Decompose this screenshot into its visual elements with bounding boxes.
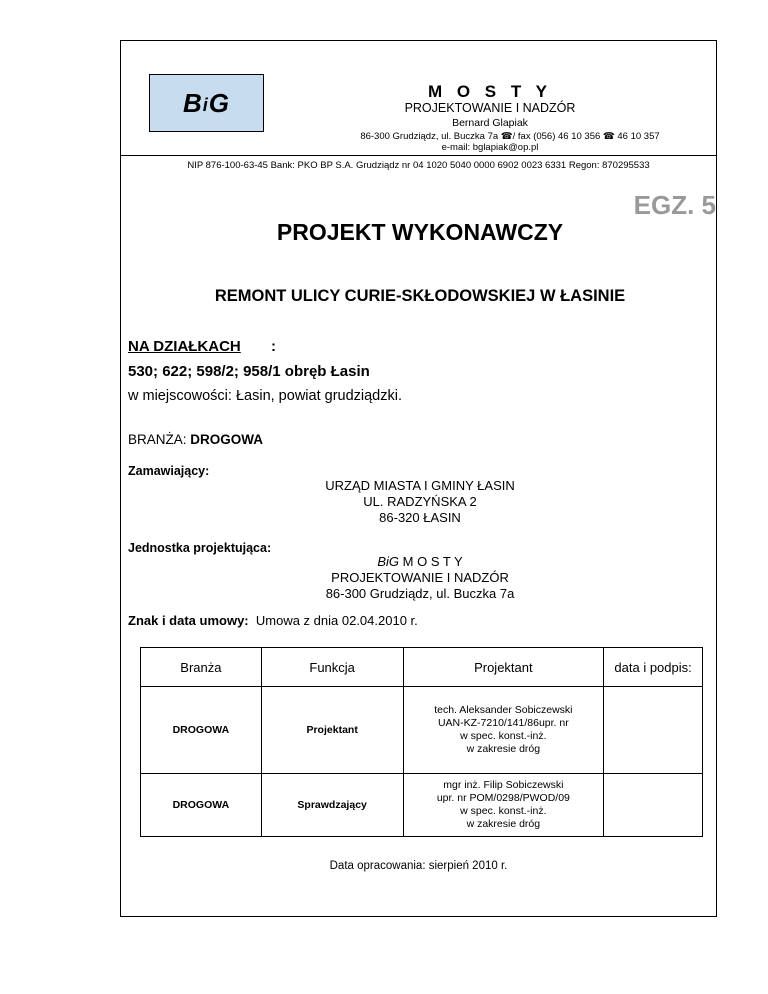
company-logo: BiG <box>149 74 264 132</box>
row-signature <box>604 774 703 837</box>
plot-numbers: 530; 622; 598/2; 958/1 obręb Łasin <box>128 363 370 380</box>
col-header-branch: Branża <box>141 648 262 687</box>
company-title: M O S T Y <box>427 82 553 101</box>
plots-label-colon: : <box>271 338 276 355</box>
contract-line <box>128 613 418 628</box>
row-signature <box>604 687 703 774</box>
design-unit-label: Jednostka projektująca: <box>128 541 272 555</box>
client-label: Zamawiający: <box>128 464 210 478</box>
client-name: URZĄD MIASTA I GMINY ŁASIN <box>325 478 515 493</box>
row-branch: DROGOWA <box>141 774 262 837</box>
client-street: UL. RADZYŃSKA 2 <box>363 494 477 509</box>
contract-value: Umowa z dnia 02.04.2010 r. <box>255 613 418 628</box>
col-header-signature: data i podpis: <box>604 648 703 687</box>
design-unit-subtitle: PROJEKTOWANIE I NADZÓR <box>331 570 509 585</box>
document-title: PROJEKT WYKONAWCZY <box>276 219 564 245</box>
row-function: Projektant <box>261 687 403 774</box>
client-details <box>280 478 560 526</box>
table-row <box>141 774 703 837</box>
branch-value: DROGOWA <box>190 432 264 447</box>
table-row <box>141 687 703 774</box>
branch-label: BRANŻA: <box>128 432 191 447</box>
project-subject: REMONT ULICY CURIE-SKŁODOWSKIEJ W ŁASINIE <box>214 287 626 305</box>
design-unit-name: BiG M O S T Y <box>377 554 463 569</box>
signature-table <box>140 647 703 837</box>
client-city: 86-320 ŁASIN <box>379 510 461 525</box>
contract-label: Znak i data umowy: <box>128 613 249 628</box>
header-divider <box>121 155 716 156</box>
branch-line <box>128 432 263 447</box>
company-registration-line: NIP 876-100-63-45 Bank: PKO BP S.A. Grudziądz nr 04 1020 5040 0000 6902 0023 6331 Regon: 870295533 <box>187 160 650 171</box>
preparation-date: Data opracowania: sierpień 2010 r. <box>329 860 508 872</box>
company-address: 86-300 Grudziądz, ul. Buczka 7a ☎/ fax (056) 46 10 356 ☎ 46 10 357 <box>360 131 660 142</box>
row-function: Sprawdzający <box>261 774 403 837</box>
row-branch: DROGOWA <box>141 687 262 774</box>
col-header-function: Funkcja <box>261 648 403 687</box>
col-header-designer: Projektant <box>403 648 604 687</box>
company-owner: Bernard Glapiak <box>452 117 528 129</box>
design-unit-details <box>290 554 550 602</box>
company-email: e-mail: bglapiak@op.pl <box>441 142 539 153</box>
design-unit-address: 86-300 Grudziądz, ul. Buczka 7a <box>325 586 515 601</box>
row-designer: mgr inż. Filip Sobiczewski upr. nr POM/0298/PWOD/09 w spec. konst.-inż. w zakresie dróg <box>403 774 604 837</box>
company-subtitle: PROJEKTOWANIE I NADZÓR <box>404 101 576 115</box>
copy-number: EGZ. 5 <box>633 190 716 220</box>
location: w miejscowości: Łasin, powiat grudziądzki. <box>128 388 402 404</box>
row-designer: tech. Aleksander Sobiczewski UAN-KZ-7210/141/86upr. nr w spec. konst.-inż. w zakresie dróg <box>403 687 604 774</box>
plots-label: NA DZIAŁKACH <box>128 338 241 355</box>
table-header-row <box>141 648 703 687</box>
